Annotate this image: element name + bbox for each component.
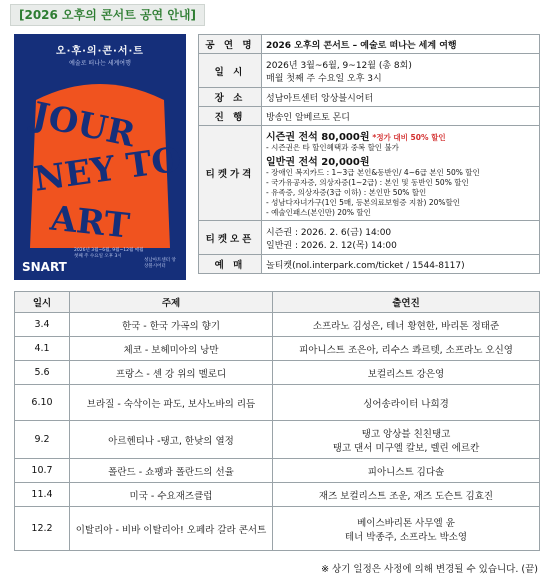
- notice-text: ※ 상기 일정은 사정에 의해 변경될 수 있습니다. (끝): [321, 564, 538, 575]
- table-row: [15, 385, 540, 421]
- season-price: 시즌권 전석 80,000원: [266, 132, 370, 143]
- open-line1: 시즌권 : 2026. 2. 6(금) 14:00: [266, 227, 392, 238]
- table-row: [15, 483, 540, 507]
- general-price: 일반권 전석 20,000원: [266, 157, 370, 168]
- poster-title: 오·후·의·콘·서·트: [56, 46, 144, 57]
- discount-item: - 성남다자녀가구(1인 5매, 등본의료보험증 지참) 20%할인: [266, 198, 460, 207]
- schedule-cast: 피아니스트 조은아, 리수스 콰르텟, 소프라노 오신영: [273, 337, 540, 361]
- table-row: [15, 421, 540, 459]
- season-note: - 시즌권은 타 할인혜택과 중복 할인 불가: [266, 143, 399, 152]
- schedule-date: 6.10: [15, 385, 70, 421]
- schedule-cast: 피아니스트 김다솔: [273, 459, 540, 483]
- host-label: 진 행: [199, 107, 262, 126]
- schedule-date: 11.4: [15, 483, 70, 507]
- snart-logo: SNART: [22, 260, 67, 274]
- table-row: [15, 507, 540, 551]
- reserve-value: 놀티켓(nol.interpark.com/ticket / 1544-8117): [262, 255, 540, 274]
- header-cast: 출연진: [273, 292, 540, 313]
- schedule-theme: 한국 - 한국 가곡의 향기: [70, 313, 273, 337]
- poster-date: 2026년 3월~6월, 9월~12월 매월 첫째 주 수요일 오후 3시: [74, 248, 144, 259]
- svg-text:JOUR: JOUR: [28, 94, 139, 156]
- schedule-date: 12.2: [15, 507, 70, 551]
- schedule-cast: 보컬리스트 강은영: [273, 361, 540, 385]
- open-line2: 일반권 : 2026. 2. 12(목) 14:00: [266, 240, 397, 251]
- svg-text:NEY TO: NEY TO: [31, 139, 184, 200]
- perf-value: 2026 오후의 콘서트 – 예술로 떠나는 세계 여행: [262, 35, 540, 54]
- place-value: 성남아트센터 앙상블시어터: [262, 88, 540, 107]
- poster-venue: 성남아트센터 앙상블시어터: [144, 258, 176, 269]
- schedule-theme: 이탈리아 - 비바 이탈리아! 오페라 갈라 콘서트: [70, 507, 273, 551]
- perf-label: 공 연 명: [199, 35, 262, 54]
- season-discount: *정가 대비 50% 할인: [372, 133, 446, 142]
- schedule-cast: 탱고 앙상블 친친탱고 탱고 댄서 미구엘 칼보, 렐린 에르칸: [273, 421, 540, 459]
- discount-item: - 장애인 복지카드 : 1~3급 본인&동반인/ 4~6급 본인 50% 할인: [266, 168, 480, 177]
- date-line2: 매월 첫째 주 수요일 오후 3시: [266, 73, 382, 84]
- schedule-date: 10.7: [15, 459, 70, 483]
- discount-item: - 예술인패스(본인만) 20% 할인: [266, 208, 371, 217]
- open-label: 티켓오픈: [199, 221, 262, 255]
- ticket-label: 티켓가격: [199, 126, 262, 221]
- schedule-cast: 베이스바리톤 사무엘 윤 테너 박종주, 소프라노 박소영: [273, 507, 540, 551]
- schedule-cast: 소프라노 김성은, 테너 황현한, 바리톤 정태준: [273, 313, 540, 337]
- schedule-theme: 아르헨티나 -탱고, 한낮의 열정: [70, 421, 273, 459]
- info-table: [198, 34, 540, 274]
- host-value: 방송인 알베르토 몬디: [262, 107, 540, 126]
- schedule-cast: 재즈 보컬리스트 조운, 재즈 도슨트 김효진: [273, 483, 540, 507]
- svg-text:ART: ART: [48, 198, 132, 247]
- schedule-theme: 폴란드 - 쇼팽과 폴란드의 선율: [70, 459, 273, 483]
- schedule-date: 4.1: [15, 337, 70, 361]
- schedule-theme: 미국 - 수요재즈클럽: [70, 483, 273, 507]
- schedule-table: [14, 291, 540, 551]
- discount-item: - 유족증, 의상자증(3급 이하) : 본인만 50% 할인: [266, 188, 427, 197]
- header-theme: 주제: [70, 292, 273, 313]
- poster-art: [14, 34, 186, 280]
- table-row: [15, 337, 540, 361]
- header-date: 일시: [15, 292, 70, 313]
- poster-subtitle: 예술로 떠나는 세계여행: [69, 60, 131, 67]
- date-line1: 2026년 3월~6월, 9~12월 (총 8회): [266, 60, 412, 71]
- schedule-cast: 싱어송라이터 나희경: [273, 385, 540, 421]
- place-label: 장 소: [199, 88, 262, 107]
- schedule-theme: 프랑스 - 센 강 위의 멜로디: [70, 361, 273, 385]
- concert-poster: [14, 34, 186, 280]
- schedule-date: 5.6: [15, 361, 70, 385]
- open-value: [262, 221, 540, 255]
- page-title: [2026 오후의 콘서트 공연 안내]: [10, 4, 205, 26]
- schedule-theme: 브라질 - 숙삭이는 파도, 보사노바의 리듬: [70, 385, 273, 421]
- ticket-value: [262, 126, 540, 221]
- schedule-date: 9.2: [15, 421, 70, 459]
- date-label: 일 시: [199, 54, 262, 88]
- table-row: [15, 459, 540, 483]
- date-value: [262, 54, 540, 88]
- schedule-date: 3.4: [15, 313, 70, 337]
- schedule-theme: 체코 - 보헤미아의 낭만: [70, 337, 273, 361]
- table-row: [15, 361, 540, 385]
- reserve-label: 예 매: [199, 255, 262, 274]
- discount-item: - 국가유공자증, 의상자증(1~2급) : 본인 및 동반인 50% 할인: [266, 178, 469, 187]
- table-row: [15, 313, 540, 337]
